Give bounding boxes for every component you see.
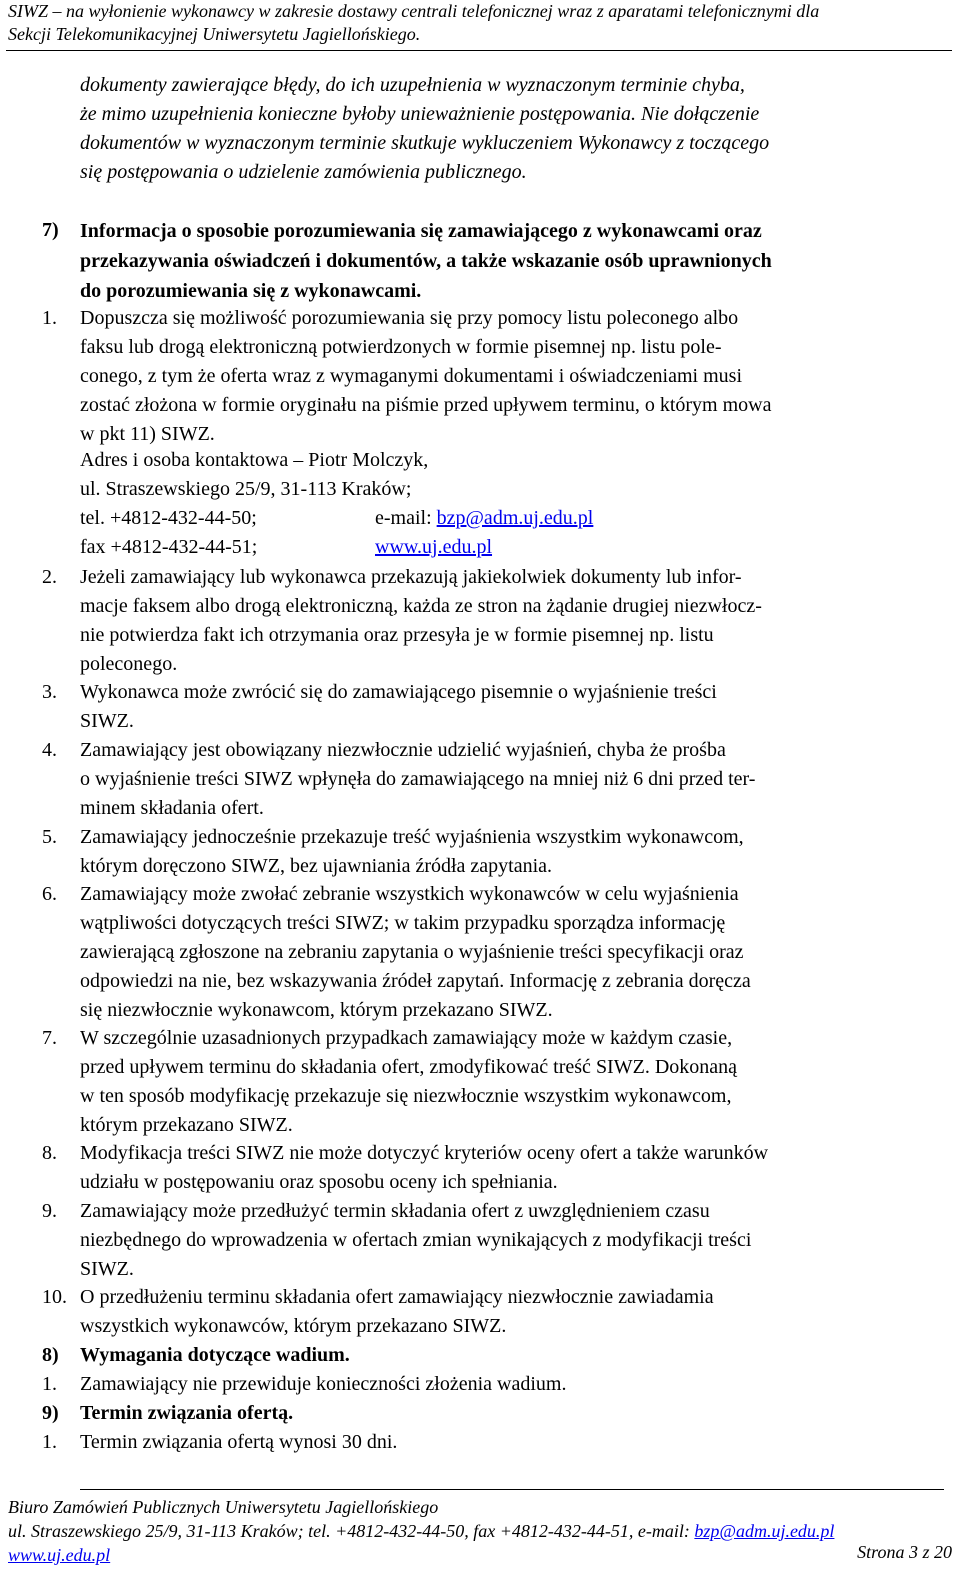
item-text-line: minem składania ofert. bbox=[80, 797, 264, 819]
contact-tel: tel. +4812-432-44-50; bbox=[80, 507, 257, 529]
section-9-item-number: 1. bbox=[42, 1431, 57, 1453]
item-1-line: w pkt 11) SIWZ. bbox=[80, 423, 215, 445]
header-line-1: SIWZ – na wyłonienie wykonawcy w zakresie dostawy centrali telefonicznej wraz z aparatami telefonicznymi dla bbox=[8, 1, 820, 21]
contact-fax: fax +4812-432-44-51; bbox=[80, 536, 258, 558]
contact-email-label: e-mail: bbox=[375, 507, 437, 529]
section-7-title-line: do porozumiewania się z wykonawcami. bbox=[80, 280, 422, 302]
contact-address-title: Adres i osoba kontaktowa – Piotr Molczyk, bbox=[80, 449, 429, 471]
intro-line: że mimo uzupełnienia konieczne byłoby unieważnienie postępowania. Nie dołączenie bbox=[80, 103, 760, 125]
item-text-line: którym przekazano SIWZ. bbox=[80, 1114, 293, 1136]
item-text bbox=[80, 1024, 952, 1140]
contact-www-link[interactable]: www.uj.edu.pl bbox=[375, 536, 493, 558]
item-text-line: SIWZ. bbox=[80, 1258, 134, 1280]
footer-line-3 bbox=[8, 1543, 952, 1567]
item-number: 10. bbox=[42, 1286, 67, 1308]
item-text bbox=[80, 563, 952, 679]
item-text-line: SIWZ. bbox=[80, 710, 134, 732]
item-text bbox=[80, 823, 952, 881]
item-text-line: Jeżeli zamawiający lub wykonawca przekazują jakiekolwiek dokumenty lub infor- bbox=[80, 566, 742, 588]
item-text-line: Zamawiający jednocześnie przekazuje treść wyjaśnienia wszystkim wykonawcom, bbox=[80, 826, 744, 848]
item-text-line: którym doręczono SIWZ, bez ujawniania źródła zapytania. bbox=[80, 855, 553, 877]
page-number: Strona 3 z 20 bbox=[857, 1542, 952, 1562]
item-1-text bbox=[80, 304, 952, 449]
item-number: 7. bbox=[42, 1027, 57, 1049]
item-text-line: Zamawiający może zwołać zebranie wszystkich wykonawców w celu wyjaśnienia bbox=[80, 883, 739, 905]
intro-paragraph bbox=[80, 71, 952, 187]
section-9-item-text: Termin związania ofertą wynosi 30 dni. bbox=[80, 1431, 398, 1453]
section-7-title-line: Informacja o sposobie porozumiewania się zamawiającego z wykonawcami oraz bbox=[80, 220, 762, 242]
section-8-item-text: Zamawiający nie przewiduje konieczności złożenia wadium. bbox=[80, 1373, 567, 1395]
intro-line: się postępowania o udzielenie zamówienia publicznego. bbox=[80, 161, 527, 183]
item-number: 3. bbox=[42, 681, 57, 703]
footer-address: ul. Straszewskiego 25/9, 31-113 Kraków; tel. +4812-432-44-50, fax +4812-432-44-51, e-mail: bbox=[8, 1521, 695, 1541]
section-8-title: Wymagania dotyczące wadium. bbox=[80, 1344, 350, 1366]
item-text bbox=[80, 1197, 952, 1284]
item-text bbox=[80, 1283, 952, 1341]
item-text-line: nie potwierdza fakt ich otrzymania oraz przesyła je w formie pisemnej np. listu bbox=[80, 624, 714, 646]
item-text-line: Modyfikacja treści SIWZ nie może dotyczyć kryteriów oceny ofert a także warunków bbox=[80, 1142, 769, 1164]
header-line-2: Sekcji Telekomunikacyjnej Uniwersytetu Jagiellońskiego. bbox=[8, 24, 421, 44]
contact-www-row bbox=[375, 536, 492, 559]
item-text-line: wątpliwości dotyczących treści SIWZ; w takim przypadku sporządza informację bbox=[80, 912, 726, 934]
item-1-line: Dopuszcza się możliwość porozumiewania się przy pomocy listu poleconego albo bbox=[80, 307, 739, 329]
item-1-line: faksu lub drogą elektroniczną potwierdzonych w formie pisemnej np. listu pole- bbox=[80, 336, 722, 358]
item-text-line: poleconego. bbox=[80, 653, 178, 675]
section-9-number: 9) bbox=[42, 1402, 59, 1424]
item-text bbox=[80, 880, 952, 1025]
item-text-line: Wykonawca może zwrócić się do zamawiającego pisemnie o wyjaśnienie treści bbox=[80, 681, 717, 703]
item-text-line: Zamawiający jest obowiązany niezwłocznie udzielić wyjaśnień, chyba że prośba bbox=[80, 739, 726, 761]
item-text bbox=[80, 678, 952, 736]
item-text-line: O przedłużeniu terminu składania ofert zamawiający niezwłocznie zawiadamia bbox=[80, 1286, 714, 1308]
section-7-title bbox=[80, 216, 952, 306]
intro-line: dokumenty zawierające błędy, do ich uzupełnienia w wyznaczonym terminie chyba, bbox=[80, 74, 745, 96]
footer-divider bbox=[80, 1489, 944, 1490]
item-number: 9. bbox=[42, 1200, 57, 1222]
footer-www-link[interactable]: www.uj.edu.pl bbox=[8, 1545, 111, 1565]
section-7-title-line: przekazywania oświadczeń i dokumentów, a także wskazanie osób uprawnionych bbox=[80, 250, 772, 272]
item-text-line: odpowiedzi na nie, bez wskazywania źródeł zapytań. Informację z zebrania doręcza bbox=[80, 970, 751, 992]
item-number: 6. bbox=[42, 883, 57, 905]
item-1-number: 1. bbox=[42, 307, 57, 329]
item-text-line: macje faksem albo drogą elektroniczną, każda ze stron na żądanie drugiej niezwłocz- bbox=[80, 595, 762, 617]
item-text-line: Zamawiający może przedłużyć termin składania ofert z uwzględnieniem czasu bbox=[80, 1200, 710, 1222]
section-8-item-number: 1. bbox=[42, 1373, 57, 1395]
item-number: 5. bbox=[42, 826, 57, 848]
page-header bbox=[8, 0, 952, 46]
contact-street: ul. Straszewskiego 25/9, 31-113 Kraków; bbox=[80, 478, 412, 500]
page-footer bbox=[8, 1495, 952, 1567]
section-7-number: 7) bbox=[42, 219, 59, 241]
section-9-title: Termin związania ofertą. bbox=[80, 1402, 294, 1424]
item-text-line: wszystkich wykonawców, którym przekazano SIWZ. bbox=[80, 1315, 507, 1337]
item-1-line: conego, z tym że oferta wraz z wymaganymi dokumentami i oświadczeniami musi bbox=[80, 365, 743, 387]
item-text bbox=[80, 1139, 952, 1197]
item-number: 8. bbox=[42, 1142, 57, 1164]
item-text-line: udziału w postępowaniu oraz sposobu oceny ich spełniania. bbox=[80, 1171, 558, 1193]
contact-email-row bbox=[375, 507, 593, 530]
intro-line: dokumentów w wyznaczonym terminie skutkuje wykluczeniem Wykonawcy z toczącego bbox=[80, 132, 770, 154]
item-number: 2. bbox=[42, 566, 57, 588]
item-text-line: zawierającą zgłoszone na zebraniu zapytania o wyjaśnienie treści specyfikacji oraz bbox=[80, 941, 744, 963]
footer-line-2 bbox=[8, 1519, 952, 1543]
footer-line-1: Biuro Zamówień Publicznych Uniwersytetu Jagiellońskiego bbox=[8, 1497, 439, 1517]
item-text-line: się niezwłocznie wykonawcom, którym przekazano SIWZ. bbox=[80, 999, 553, 1021]
item-text-line: przed upływem terminu do składania ofert, zmodyfikować treść SIWZ. Dokonaną bbox=[80, 1056, 738, 1078]
contact-email-link[interactable]: bzp@adm.uj.edu.pl bbox=[436, 507, 594, 529]
item-text-line: niezbędnego do wprowadzenia w ofertach zmian wynikających z modyfikacji treści bbox=[80, 1229, 752, 1251]
item-1-line: zostać złożona w formie oryginału na piśmie przed upływem terminu, o którym mowa bbox=[80, 394, 772, 416]
header-divider bbox=[6, 50, 952, 51]
item-text bbox=[80, 736, 952, 823]
item-text-line: w ten sposób modyfikację przekazuje się niezwłocznie wszystkim wykonawcom, bbox=[80, 1085, 732, 1107]
footer-email-link[interactable]: bzp@adm.uj.edu.pl bbox=[694, 1521, 835, 1541]
item-text-line: W szczególnie uzasadnionych przypadkach zamawiający może w każdym czasie, bbox=[80, 1027, 733, 1049]
section-8-number: 8) bbox=[42, 1344, 59, 1366]
item-text-line: o wyjaśnienie treści SIWZ wpłynęła do zamawiającego na mniej niż 6 dni przed ter- bbox=[80, 768, 756, 790]
item-number: 4. bbox=[42, 739, 57, 761]
